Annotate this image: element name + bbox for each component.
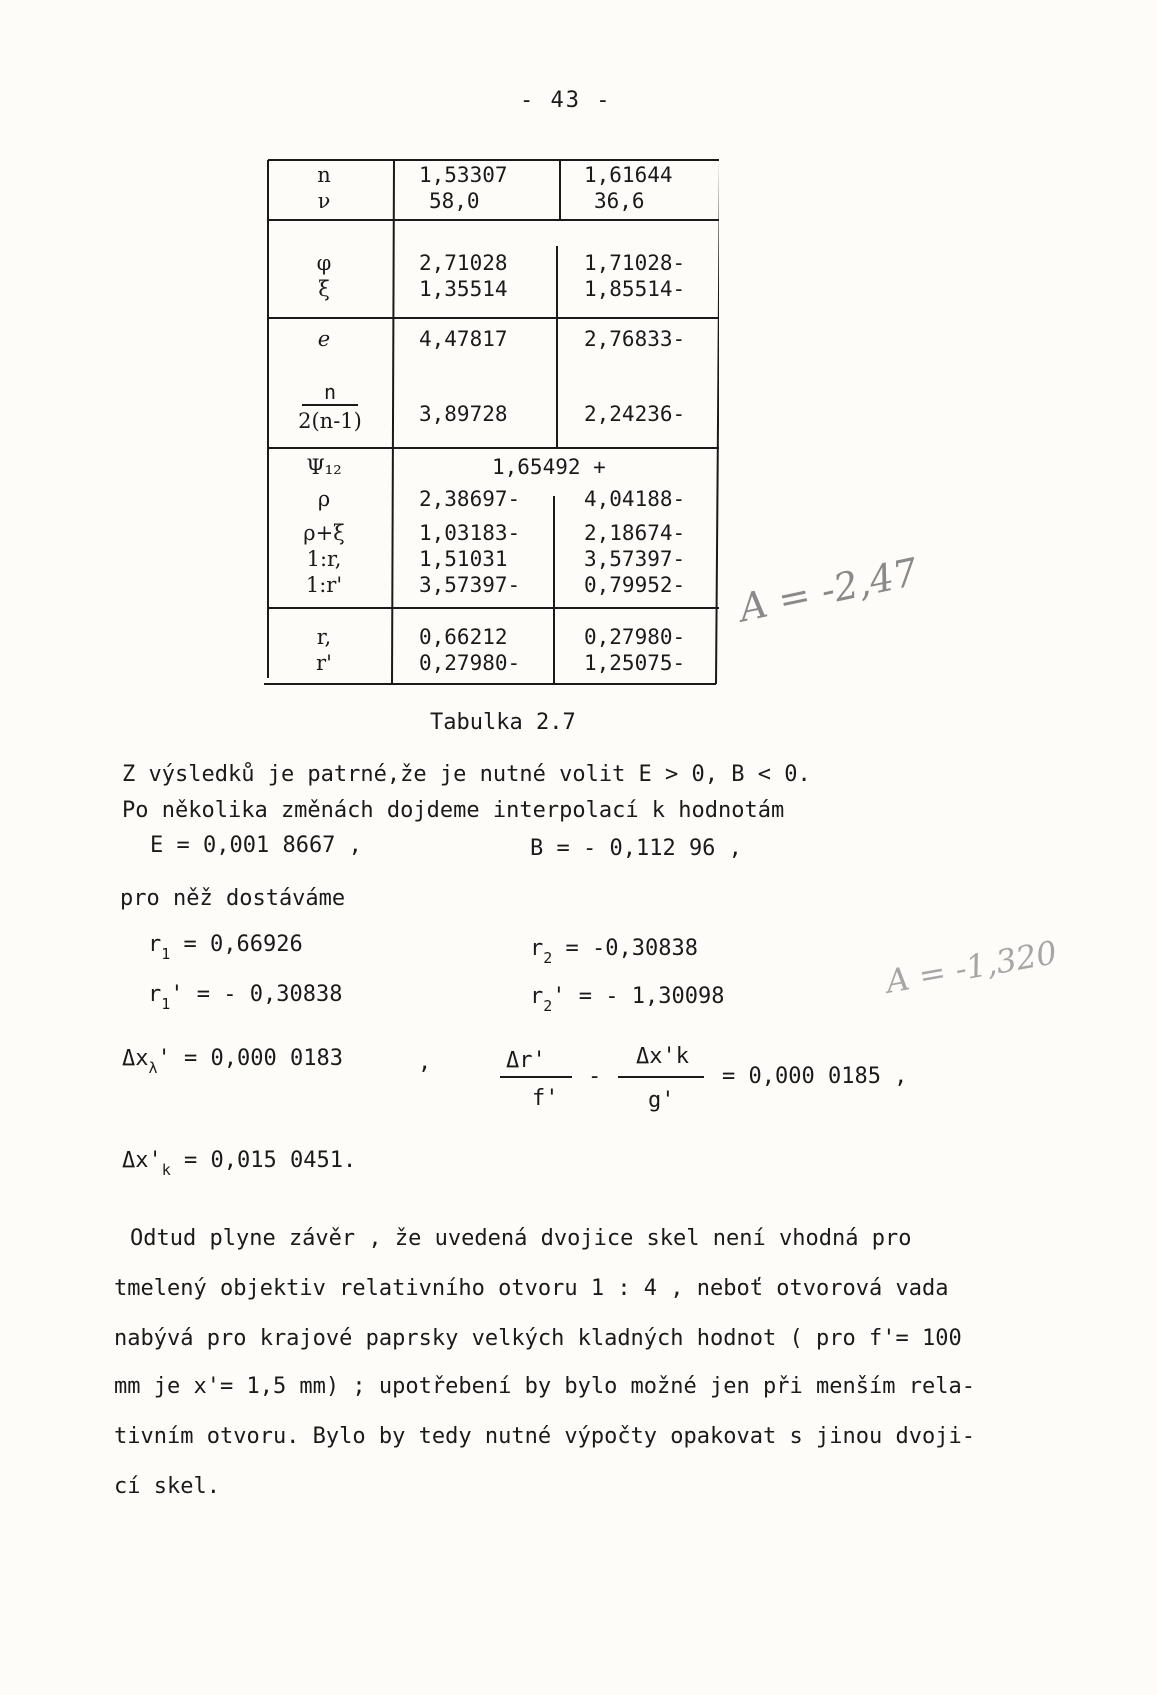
cell-rho-xi-2: 2,18674-	[584, 521, 686, 545]
table-caption: Tabulka 2.7	[430, 710, 576, 735]
e-value: E = 0,001 8667 ,	[150, 833, 362, 858]
row-label-rho: ρ	[317, 487, 331, 511]
r1-value: = 0,66926	[183, 932, 303, 957]
fraction-1-numerator: Δr'	[506, 1048, 546, 1073]
r2-value: = -0,30838	[565, 936, 698, 961]
delta-x-value: = 0,000 0183	[184, 1046, 343, 1071]
row-label-frac-num: n	[323, 380, 337, 404]
cell-r2-2: 1,25075-	[584, 651, 686, 675]
cell-e-1: 4,47817	[419, 327, 508, 351]
paragraph-line-1: Odtud plyne závěr , že uvedená dvojice skel není vhodná pro	[130, 1226, 912, 1251]
cell-r1-2: 0,27980-	[584, 625, 686, 649]
paragraph-line-4: mm je x'= 1,5 mm) ; upotřebení by bylo možné jen při menším rela-	[114, 1374, 975, 1399]
delta-xk-value: = 0,015 0451.	[184, 1148, 357, 1173]
cell-rho-xi-1: 1,03183-	[419, 521, 521, 545]
row-label-phi: φ	[316, 251, 332, 275]
r1-prime-line: $r_1'$ = - 0,30838	[148, 982, 343, 1013]
cell-inv-r2-2: 0,79952-	[584, 573, 686, 597]
r1-prime-value: = - 0,30838	[196, 982, 343, 1007]
fraction-1-bar	[500, 1076, 572, 1078]
paragraph-line-3: nabývá pro krajové paprsky velkých kladných hodnot ( pro f'= 100	[114, 1326, 962, 1351]
cell-e-2: 2,76833-	[584, 327, 686, 351]
fraction-1-denominator: f'	[532, 1086, 559, 1111]
row-label-n: n	[317, 163, 331, 187]
row-label-inv-r1: 1:r,	[306, 547, 342, 571]
cell-inv-r2-1: 3,57397-	[419, 573, 521, 597]
delta-x-line: $\Delta x_\lambda' = 0,000$ 0183	[122, 1046, 343, 1077]
fraction-value: = 0,000 0185 ,	[722, 1064, 908, 1089]
cell-rho-1: 2,38697-	[419, 487, 521, 511]
row-label-e: e	[317, 327, 331, 351]
row-label-inv-r2: 1:r'	[305, 573, 343, 597]
cell-rho-2: 4,04188-	[584, 487, 686, 511]
cell-nu-1: 58,0	[429, 189, 480, 213]
cell-frac-2: 2,24236-	[584, 402, 686, 426]
row-label-rho-xi: ρ+ξ	[303, 521, 345, 545]
row-label-r2: r'	[316, 651, 332, 675]
text-line-2: Po několika změnách dojdeme interpolací k hodnotám	[122, 798, 785, 823]
cell-frac-1: 3,89728	[419, 402, 508, 426]
fraction-minus: -	[588, 1064, 602, 1089]
delta-x-comma: ,	[418, 1050, 432, 1075]
cell-r1-1: 0,66212	[419, 625, 508, 649]
cell-inv-r1-2: 3,57397-	[584, 547, 686, 571]
fraction-2-denominator: g'	[648, 1088, 675, 1113]
cell-nu-2: 36,6	[594, 189, 645, 213]
cell-psi-span: 1,65492 +	[492, 455, 606, 479]
r2-line: $r_2 = -0,30838$	[530, 936, 698, 967]
row-label-r1: r,	[316, 625, 332, 649]
b-value: B = - 0,112 96 ,	[530, 836, 742, 861]
cell-xi-1: 1,35514	[419, 277, 508, 301]
paragraph-line-6: cí skel.	[114, 1474, 220, 1499]
row-label-psi: Ψ₁₂	[306, 455, 342, 479]
handwritten-note-a1: A = -2,47	[735, 549, 922, 631]
row-label-frac-bar	[302, 404, 358, 406]
cell-phi-2: 1,71028-	[584, 251, 686, 275]
cell-inv-r1-1: 1,51031	[419, 547, 508, 571]
cell-n-1: 1,53307	[419, 163, 508, 187]
delta-xk-line: $\Delta x'_k = 0,015$ 0451.	[122, 1148, 357, 1179]
text-line-3: pro něž dostáváme	[120, 886, 346, 911]
row-label-frac-den: 2(n-1)	[298, 409, 362, 433]
r2-prime-line: $r_2'$ = - 1,30098	[530, 984, 725, 1015]
handwritten-note-a2: A = -1,320	[883, 933, 1060, 1001]
r1-line: $r_1 = 0,66926$	[148, 932, 303, 963]
data-table	[264, 158, 719, 686]
paragraph-line-2: tmelený objektiv relativního otvoru 1 : 4 , neboť otvorová vada	[114, 1276, 949, 1301]
cell-xi-2: 1,85514-	[584, 277, 686, 301]
cell-n-2: 1,61644	[584, 163, 673, 187]
fraction-2-bar	[618, 1076, 704, 1078]
fraction-2-numerator: Δx'k	[636, 1044, 689, 1069]
cell-r2-1: 0,27980-	[419, 651, 521, 675]
row-label-nu: ν	[317, 189, 331, 213]
paragraph-line-5: tivním otvoru. Bylo by tedy nutné výpočty opakovat s jinou dvoji-	[114, 1424, 975, 1449]
row-label-xi: ξ	[318, 277, 330, 301]
cell-phi-1: 2,71028	[419, 251, 508, 275]
page-number: - 43 -	[520, 88, 612, 113]
r2-prime-value: = - 1,30098	[578, 984, 725, 1009]
text-line-1: Z výsledků je patrné,že je nutné volit E > 0, B < 0.	[122, 762, 811, 787]
